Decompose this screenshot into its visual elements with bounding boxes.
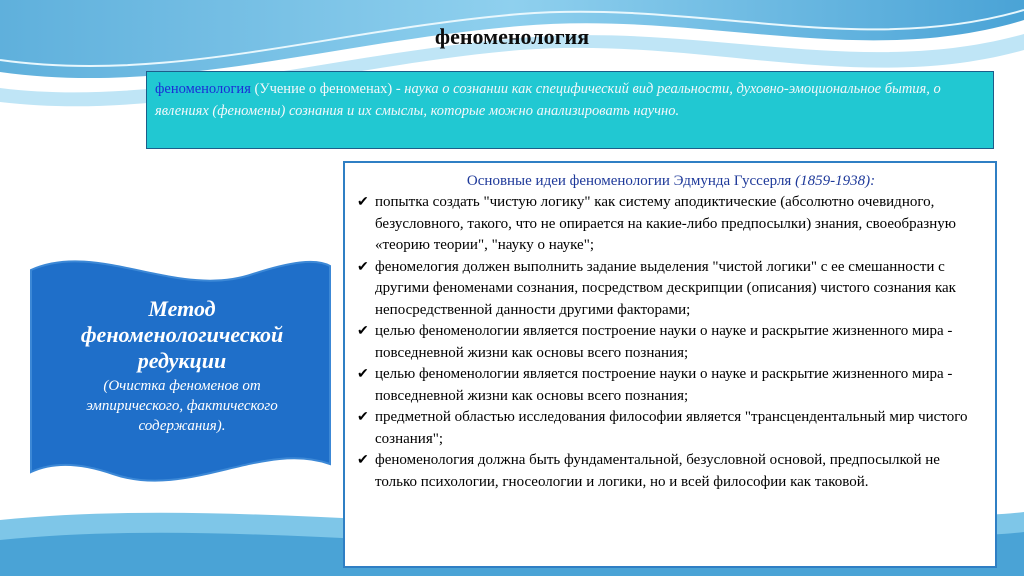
- list-item: ✔ целью феноменологии является построение науки о науке и раскрытие жизненного мира - повседневной жизни как основы всего познания;: [357, 366, 953, 404]
- ideas-box: [343, 161, 997, 568]
- ideas-list: [357, 192, 985, 493]
- list-item: ✔ феноменология должна быть фундаментальной, безусловной основой, предпосылкой не только психологии, гносеологии и логики, но и всей философии как таковой.: [357, 452, 940, 490]
- definition-term: феноменология: [155, 81, 251, 97]
- definition-text: наука о сознании как специфический вид реальности, духовно-эмоциональное бытия, о явлениях (феномены) сознания и их смыслы, которые можно анализировать научно.: [155, 81, 941, 119]
- banner-text: [56, 296, 308, 436]
- list-item: ✔ целью феноменологии является построение науки о науке и раскрытие жизненного мира - повседневной жизни как основы всего познания;: [357, 323, 953, 361]
- ideas-title: [357, 170, 985, 192]
- list-item: ✔ предметной областью исследования философии является "трансцендентальный мир чистого сознания";: [357, 409, 968, 447]
- checkmark-icon: ✔: [357, 410, 369, 425]
- banner-heading: Метод феноменологической редукции: [80, 296, 284, 373]
- checkmark-icon: ✔: [357, 259, 369, 275]
- definition-paren: (Учение о феноменах) -: [250, 81, 405, 97]
- ideas-title-text: Основные идеи феноменологии Эдмунда Гуссерля: [466, 173, 796, 189]
- ideas-title-years: (1859-1938):: [795, 173, 876, 189]
- list-item: ✔ феномелогия должен выполнить задание выделения "чистой логики" с ее смешанности с другими феноменами сознания, посредством дескрипции (описания) чистого сознания как непосредственной данности другими факторами;: [357, 258, 956, 318]
- banner-subtitle: (Очистка феноменов от эмпирического, фактического содержания).: [86, 378, 278, 434]
- checkmark-icon: ✔: [357, 324, 369, 339]
- method-banner: [28, 252, 333, 487]
- checkmark-icon: ✔: [357, 195, 369, 210]
- list-item: ✔ попытка создать "чистую логику" как систему аподиктические (абсолютно очевидного, безусловного, такого, что не опирается на какие-либо предпосылки) знания, своеобразную «теорию теории", "науку о науке";: [357, 194, 956, 253]
- page-title: феноменология: [434, 24, 590, 49]
- checkmark-icon: ✔: [357, 367, 369, 382]
- checkmark-icon: ✔: [357, 453, 369, 468]
- definition-box: [146, 71, 994, 149]
